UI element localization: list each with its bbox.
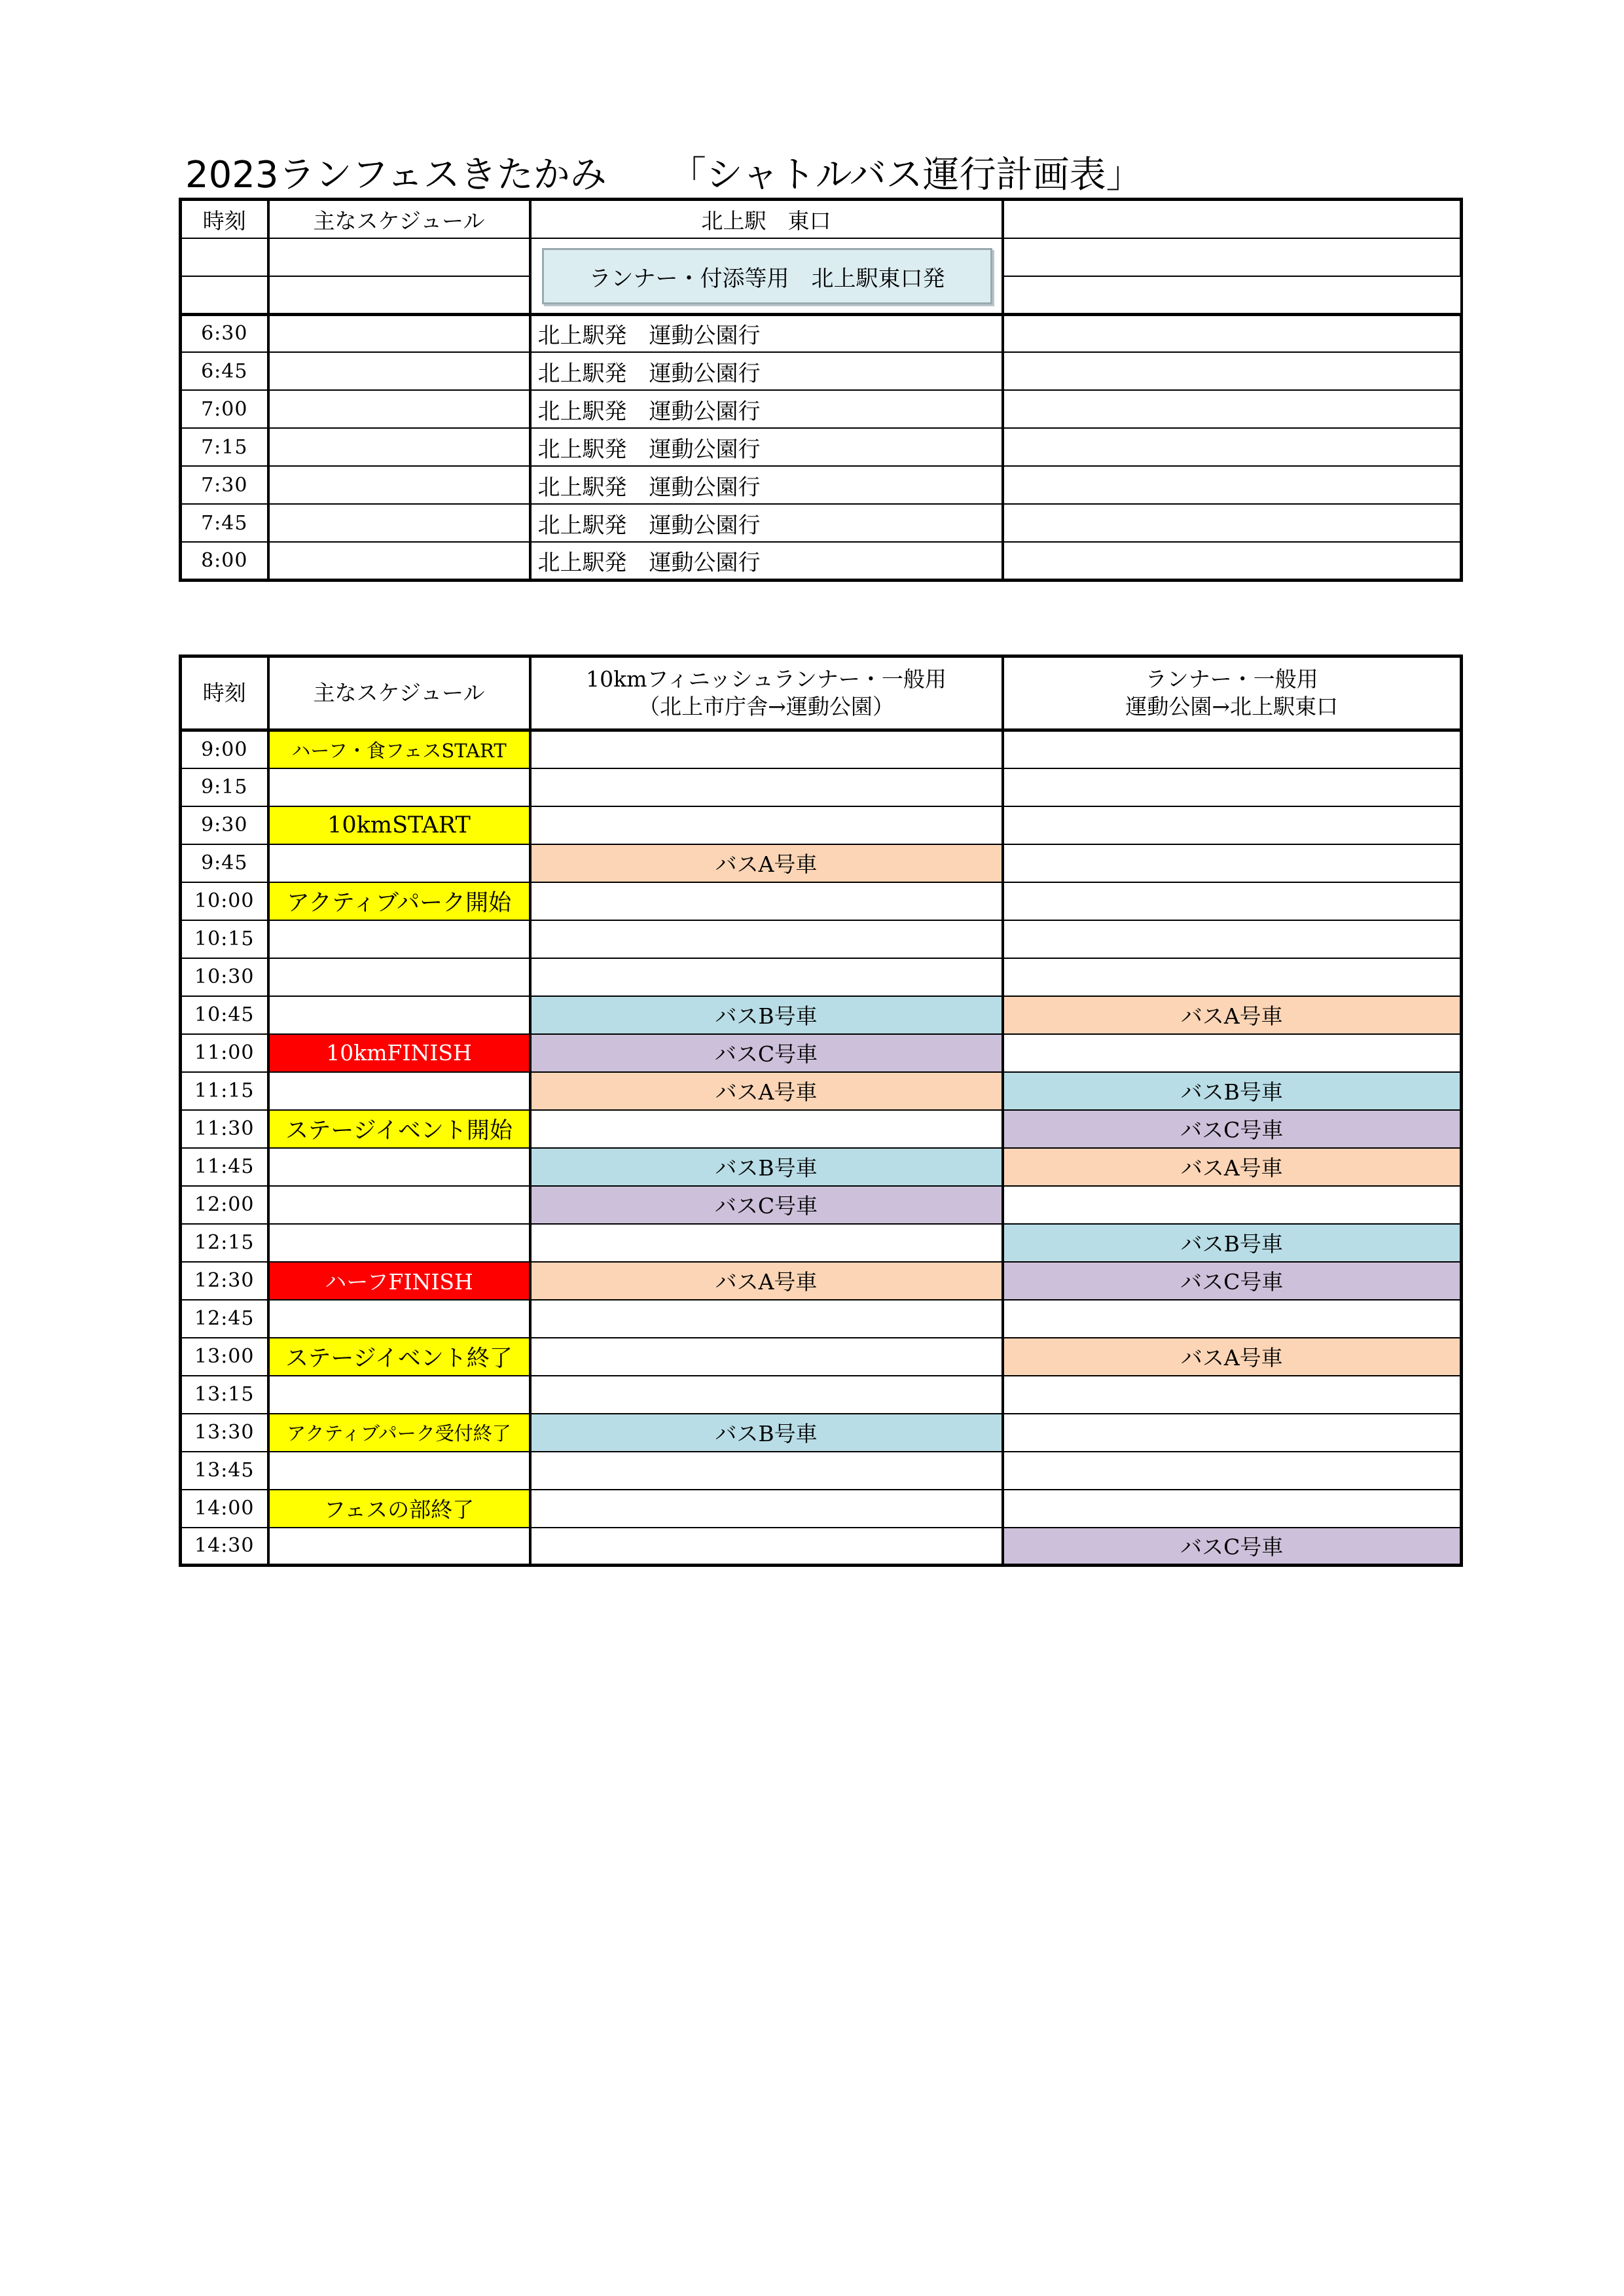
finish-route-bus-cell: バスB号車 (530, 1148, 1003, 1186)
schedule-cell (268, 314, 530, 352)
return-route-bus-cell: バスA号車 (1003, 996, 1462, 1034)
return-route-bus-cell: バスC号車 (1003, 1528, 1462, 1566)
route-cell: 北上駅発 運動公園行 (530, 466, 1003, 504)
finish-route-bus-cell (530, 768, 1003, 806)
table-row (181, 806, 1462, 844)
event-cell (268, 1224, 530, 1262)
return-route-bus-cell (1003, 958, 1462, 996)
return-route-bus-cell: バスC号車 (1003, 1262, 1462, 1300)
finish-route-bus-cell: バスC号車 (530, 1034, 1003, 1072)
event-cell: 10kmSTART (268, 806, 530, 844)
header-blank (1003, 200, 1462, 239)
time-cell: 7:00 (181, 390, 268, 428)
finish-route-bus-cell (530, 1452, 1003, 1490)
table-row (181, 1072, 1462, 1110)
header-schedule: 主なスケジュール (268, 656, 530, 730)
table-header-row (181, 656, 1462, 730)
time-cell: 9:00 (181, 730, 268, 768)
event-cell: アクティブパーク受付終了 (268, 1414, 530, 1452)
time-cell: 12:15 (181, 1224, 268, 1262)
finish-route-bus-cell (530, 1300, 1003, 1338)
route-cell: 北上駅発 運動公園行 (530, 542, 1003, 580)
schedule-cell (268, 466, 530, 504)
table-row (181, 958, 1462, 996)
return-route-bus-cell (1003, 768, 1462, 806)
return-route-bus-cell (1003, 1452, 1462, 1490)
return-route-bus-cell (1003, 1414, 1462, 1452)
time-cell: 13:00 (181, 1338, 268, 1376)
time-cell: 13:15 (181, 1376, 268, 1414)
time-cell: 10:15 (181, 920, 268, 958)
return-route-bus-cell (1003, 844, 1462, 882)
time-cell: 6:45 (181, 352, 268, 390)
time-cell: 10:00 (181, 882, 268, 920)
event-cell (268, 1148, 530, 1186)
table-row (181, 1148, 1462, 1186)
time-cell: 11:00 (181, 1034, 268, 1072)
table-row (181, 1490, 1462, 1528)
event-cell (268, 1528, 530, 1566)
time-cell: 13:45 (181, 1452, 268, 1490)
route-cell: 北上駅発 運動公園行 (530, 428, 1003, 466)
finish-route-bus-cell: バスA号車 (530, 1262, 1003, 1300)
return-route-bus-cell: バスA号車 (1003, 1338, 1462, 1376)
event-cell: アクティブパーク開始 (268, 882, 530, 920)
event-cell: ハーフFINISH (268, 1262, 530, 1300)
table-row (181, 1414, 1462, 1452)
finish-route-bus-cell (530, 1110, 1003, 1148)
table-row (181, 1300, 1462, 1338)
time-cell: 7:30 (181, 466, 268, 504)
header-finish-route-line1: 10kmフィニッシュランナー・一般用 (586, 666, 947, 692)
finish-route-bus-cell: バスB号車 (530, 996, 1003, 1034)
route-label-box: ランナー・付添等用 北上駅東口発 (542, 248, 992, 304)
return-route-bus-cell: バスC号車 (1003, 1110, 1462, 1148)
header-return-route-line1: ランナー・一般用 (1145, 666, 1318, 692)
finish-route-bus-cell (530, 806, 1003, 844)
event-cell: フェスの部終了 (268, 1490, 530, 1528)
title-main: 2023ランフェスきたかみ (185, 154, 607, 196)
time-cell: 13:30 (181, 1414, 268, 1452)
return-route-bus-cell (1003, 882, 1462, 920)
table-row (181, 390, 1462, 428)
time-cell: 7:45 (181, 504, 268, 542)
schedule-cell (268, 352, 530, 390)
event-cell (268, 1452, 530, 1490)
table-row (181, 882, 1462, 920)
header-finish-route-line2: （北上市庁舎→運動公園） (638, 694, 894, 719)
finish-route-bus-cell: バスA号車 (530, 1072, 1003, 1110)
header-schedule: 主なスケジュール (268, 200, 530, 239)
return-route-bus-cell (1003, 806, 1462, 844)
route-cell: 北上駅発 運動公園行 (530, 352, 1003, 390)
finish-route-bus-cell: バスC号車 (530, 1186, 1003, 1224)
title-sub: 「シャトルバス運行計画表」 (669, 154, 1143, 196)
table-header-row (181, 200, 1462, 239)
return-route-bus-cell (1003, 920, 1462, 958)
return-route-bus-cell (1003, 1490, 1462, 1528)
table-row (181, 844, 1462, 882)
header-time: 時刻 (181, 656, 268, 730)
schedule-cell (268, 504, 530, 542)
return-route-bus-cell (1003, 1376, 1462, 1414)
return-route-bus-cell (1003, 1034, 1462, 1072)
time-cell: 9:15 (181, 768, 268, 806)
time-cell: 6:30 (181, 314, 268, 352)
blank-cell (1003, 466, 1462, 504)
schedule-cell (268, 428, 530, 466)
blank-cell (1003, 352, 1462, 390)
event-cell (268, 844, 530, 882)
return-route-bus-cell: バスB号車 (1003, 1224, 1462, 1262)
finish-route-bus-cell (530, 1490, 1003, 1528)
route-cell: 北上駅発 運動公園行 (530, 390, 1003, 428)
time-cell: 12:30 (181, 1262, 268, 1300)
event-cell (268, 1072, 530, 1110)
table-row (181, 1224, 1462, 1262)
event-cell: ハーフ・食フェスSTART (268, 730, 530, 768)
finish-route-bus-cell (530, 882, 1003, 920)
finish-route-bus-cell: バスA号車 (530, 844, 1003, 882)
event-cell (268, 1300, 530, 1338)
finish-route-bus-cell (530, 1224, 1003, 1262)
time-cell: 9:30 (181, 806, 268, 844)
finish-route-bus-cell (530, 920, 1003, 958)
schedule-cell (268, 542, 530, 580)
time-cell: 9:45 (181, 844, 268, 882)
route-cell: 北上駅発 運動公園行 (530, 314, 1003, 352)
time-cell: 12:00 (181, 1186, 268, 1224)
table-row (181, 466, 1462, 504)
shuttle-schedule-table (179, 655, 1463, 1567)
event-cell (268, 768, 530, 806)
blank-cell (1003, 390, 1462, 428)
blank-cell (1003, 428, 1462, 466)
table-row (181, 238, 1462, 276)
header-station: 北上駅 東口 (530, 200, 1003, 239)
event-cell: ステージイベント終了 (268, 1338, 530, 1376)
finish-route-bus-cell (530, 1376, 1003, 1414)
blank-cell (1003, 504, 1462, 542)
table-row (181, 920, 1462, 958)
blank-cell (1003, 542, 1462, 580)
header-return-route (1003, 656, 1462, 730)
table-row (181, 1262, 1462, 1300)
time-cell: 14:30 (181, 1528, 268, 1566)
finish-route-bus-cell (530, 1338, 1003, 1376)
header-time: 時刻 (181, 200, 268, 239)
finish-route-bus-cell (530, 958, 1003, 996)
table-row (181, 428, 1462, 466)
table-row (181, 542, 1462, 580)
return-route-bus-cell (1003, 1186, 1462, 1224)
morning-schedule-table (179, 198, 1463, 582)
event-cell: 10kmFINISH (268, 1034, 530, 1072)
return-route-bus-cell: バスA号車 (1003, 1148, 1462, 1186)
time-cell: 8:00 (181, 542, 268, 580)
table-row (181, 352, 1462, 390)
table-row (181, 504, 1462, 542)
time-cell: 11:30 (181, 1110, 268, 1148)
time-cell: 10:30 (181, 958, 268, 996)
header-finish-route (530, 656, 1003, 730)
table-row (181, 1528, 1462, 1566)
time-cell: 11:45 (181, 1148, 268, 1186)
table-row (181, 1338, 1462, 1376)
route-cell: 北上駅発 運動公園行 (530, 504, 1003, 542)
event-cell (268, 1376, 530, 1414)
time-cell: 7:15 (181, 428, 268, 466)
table-row (181, 996, 1462, 1034)
page-title (185, 152, 1143, 199)
header-return-route-line2: 運動公園→北上駅東口 (1125, 694, 1339, 719)
return-route-bus-cell: バスB号車 (1003, 1072, 1462, 1110)
table-row (181, 768, 1462, 806)
table-row (181, 1376, 1462, 1414)
time-cell: 11:15 (181, 1072, 268, 1110)
blank-cell (1003, 314, 1462, 352)
event-cell: ステージイベント開始 (268, 1110, 530, 1148)
table-row (181, 730, 1462, 768)
time-cell: 10:45 (181, 996, 268, 1034)
event-cell (268, 996, 530, 1034)
time-cell: 12:45 (181, 1300, 268, 1338)
event-cell (268, 1186, 530, 1224)
return-route-bus-cell (1003, 730, 1462, 768)
time-cell: 14:00 (181, 1490, 268, 1528)
return-route-bus-cell (1003, 1300, 1462, 1338)
table-row (181, 1186, 1462, 1224)
table-row (181, 1110, 1462, 1148)
finish-route-bus-cell (530, 1528, 1003, 1566)
finish-route-bus-cell: バスB号車 (530, 1414, 1003, 1452)
finish-route-bus-cell (530, 730, 1003, 768)
schedule-cell (268, 390, 530, 428)
table-row (181, 1452, 1462, 1490)
event-cell (268, 920, 530, 958)
event-cell (268, 958, 530, 996)
table-row (181, 1034, 1462, 1072)
table-row (181, 314, 1462, 352)
route-label-cell (530, 238, 1003, 314)
